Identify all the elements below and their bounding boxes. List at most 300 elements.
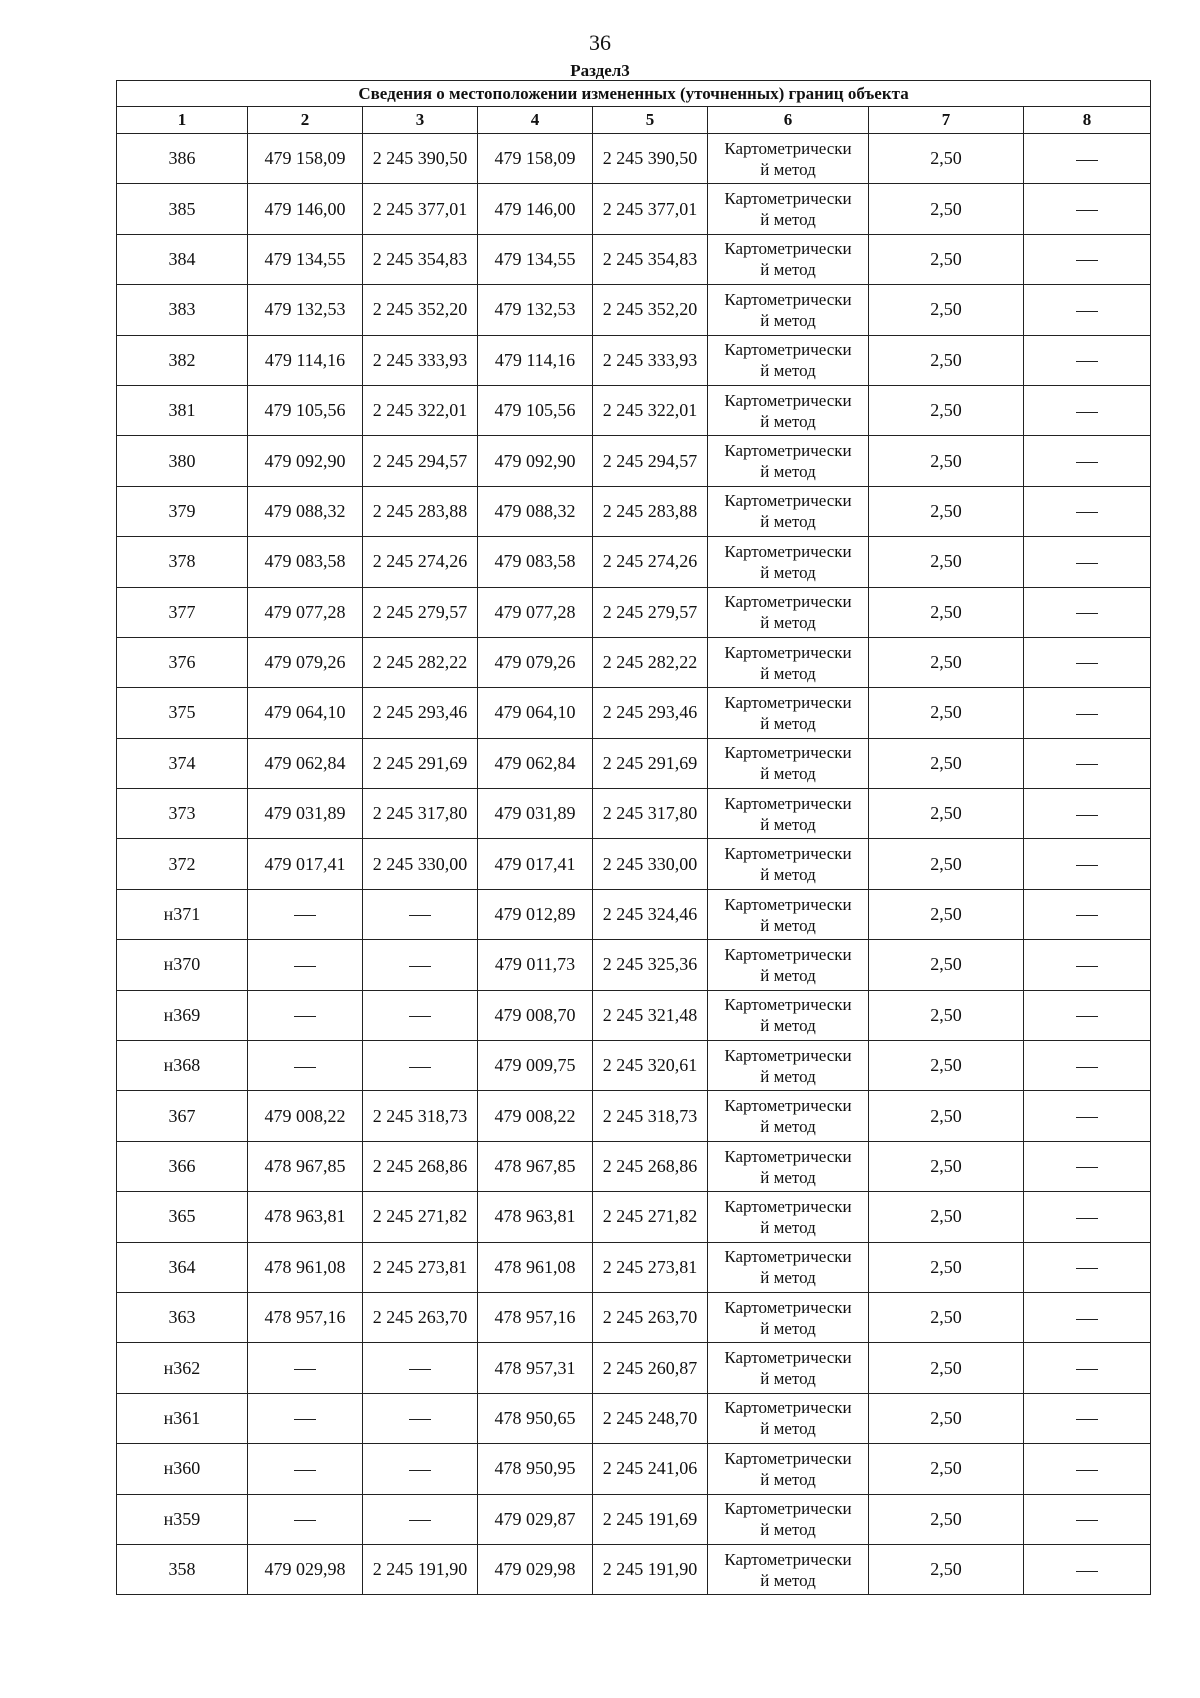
dash-mark (1076, 1419, 1098, 1420)
x-old-cell: 479 083,58 (248, 537, 363, 587)
method-line-2: й метод (760, 361, 816, 381)
method-line-2: й метод (760, 814, 816, 834)
method-line-2: й метод (760, 663, 816, 683)
method-line-1: Картометрически (724, 491, 852, 511)
method-line-1: Картометрически (724, 441, 852, 461)
column-number: 5 (593, 107, 708, 134)
dash-mark (409, 1016, 431, 1017)
column-number: 6 (708, 107, 869, 134)
x-new-cell: 479 008,70 (478, 990, 593, 1040)
y-new-cell: 2 245 268,86 (593, 1141, 708, 1191)
dash-mark (1076, 1016, 1098, 1017)
method-cell (708, 637, 869, 687)
y-new-cell: 2 245 321,48 (593, 990, 708, 1040)
point-number: 379 (117, 486, 248, 536)
method-line-2: й метод (760, 1016, 816, 1036)
y-old-cell: 2 245 282,22 (363, 637, 478, 687)
dash-mark (1076, 1571, 1098, 1572)
x-old-cell: 479 134,55 (248, 234, 363, 284)
method-line-2: й метод (760, 1469, 816, 1489)
table-row (117, 537, 1151, 587)
method-cell (708, 537, 869, 587)
method-line-2: й метод (760, 1268, 816, 1288)
description-cell (1024, 990, 1151, 1040)
y-new-cell: 2 245 320,61 (593, 1041, 708, 1091)
point-number: 358 (117, 1544, 248, 1594)
table-row (117, 335, 1151, 385)
dash-mark (1076, 260, 1098, 261)
method-line-1: Картометрически (724, 138, 852, 158)
dash-mark (409, 1520, 431, 1521)
method-cell (708, 889, 869, 939)
dash-mark (294, 1470, 316, 1471)
table-row (117, 436, 1151, 486)
method-cell (708, 1544, 869, 1594)
description-cell (1024, 1494, 1151, 1544)
x-old-cell: 479 008,22 (248, 1091, 363, 1141)
y-new-cell: 2 245 354,83 (593, 234, 708, 284)
method-line-1: Картометрически (724, 592, 852, 612)
method-line-2: й метод (760, 512, 816, 532)
y-old-cell: 2 245 390,50 (363, 134, 478, 184)
precision-cell: 2,50 (869, 738, 1024, 788)
y-new-cell: 2 245 317,80 (593, 789, 708, 839)
table-row (117, 1444, 1151, 1494)
x-old-cell: 479 062,84 (248, 738, 363, 788)
method-cell (708, 285, 869, 335)
y-new-cell: 2 245 330,00 (593, 839, 708, 889)
method-cell (708, 1444, 869, 1494)
dash-mark (294, 1067, 316, 1068)
method-cell (708, 1292, 869, 1342)
method-cell (708, 134, 869, 184)
method-cell (708, 1091, 869, 1141)
precision-cell: 2,50 (869, 1444, 1024, 1494)
x-new-cell: 479 012,89 (478, 889, 593, 939)
x-new-cell: 479 009,75 (478, 1041, 593, 1091)
precision-cell: 2,50 (869, 385, 1024, 435)
precision-cell: 2,50 (869, 1494, 1024, 1544)
y-old-cell: 2 245 352,20 (363, 285, 478, 335)
column-number: 7 (869, 107, 1024, 134)
description-cell (1024, 637, 1151, 687)
coordinates-table (116, 80, 1151, 1595)
method-line-1: Картометрически (724, 1146, 852, 1166)
x-new-cell: 479 008,22 (478, 1091, 593, 1141)
method-cell (708, 184, 869, 234)
x-old-cell (248, 990, 363, 1040)
x-new-cell: 479 105,56 (478, 385, 593, 435)
table-row (117, 285, 1151, 335)
column-number: 3 (363, 107, 478, 134)
x-old-cell (248, 1041, 363, 1091)
dash-mark (294, 1419, 316, 1420)
description-cell (1024, 1444, 1151, 1494)
precision-cell: 2,50 (869, 436, 1024, 486)
y-old-cell: 2 245 191,90 (363, 1544, 478, 1594)
method-cell (708, 789, 869, 839)
description-cell (1024, 234, 1151, 284)
y-old-cell: 2 245 317,80 (363, 789, 478, 839)
method-line-1: Картометрически (724, 1196, 852, 1216)
description-cell (1024, 1242, 1151, 1292)
dash-mark (409, 1470, 431, 1471)
method-line-2: й метод (760, 411, 816, 431)
method-line-2: й метод (760, 1318, 816, 1338)
description-cell (1024, 335, 1151, 385)
method-line-2: й метод (760, 159, 816, 179)
description-cell (1024, 385, 1151, 435)
description-cell (1024, 889, 1151, 939)
method-line-1: Картометрически (724, 1549, 852, 1569)
point-number: 375 (117, 688, 248, 738)
dash-mark (1076, 1218, 1098, 1219)
precision-cell: 2,50 (869, 285, 1024, 335)
column-number: 8 (1024, 107, 1151, 134)
precision-cell: 2,50 (869, 234, 1024, 284)
table-caption: Сведения о местоположении измененных (уточненных) границ объекта (117, 81, 1151, 107)
method-line-1: Картометрически (724, 1398, 852, 1418)
precision-cell: 2,50 (869, 889, 1024, 939)
dash-mark (294, 915, 316, 916)
method-line-1: Картометрически (724, 1297, 852, 1317)
y-new-cell: 2 245 293,46 (593, 688, 708, 738)
x-old-cell (248, 1393, 363, 1443)
x-new-cell: 478 950,65 (478, 1393, 593, 1443)
precision-cell: 2,50 (869, 789, 1024, 839)
description-cell (1024, 1192, 1151, 1242)
dash-mark (294, 1520, 316, 1521)
method-line-1: Картометрически (724, 541, 852, 561)
table-row (117, 1343, 1151, 1393)
precision-cell: 2,50 (869, 1393, 1024, 1443)
y-new-cell: 2 245 390,50 (593, 134, 708, 184)
method-cell (708, 436, 869, 486)
y-old-cell: 2 245 273,81 (363, 1242, 478, 1292)
y-new-cell: 2 245 318,73 (593, 1091, 708, 1141)
method-line-1: Картометрически (724, 995, 852, 1015)
column-number: 2 (248, 107, 363, 134)
table-row (117, 1544, 1151, 1594)
method-line-1: Картометрически (724, 239, 852, 259)
dash-mark (1076, 1117, 1098, 1118)
point-number: 373 (117, 789, 248, 839)
y-new-cell: 2 245 283,88 (593, 486, 708, 536)
x-new-cell: 479 134,55 (478, 234, 593, 284)
page-number: 36 (589, 30, 611, 55)
y-new-cell: 2 245 352,20 (593, 285, 708, 335)
point-number: 378 (117, 537, 248, 587)
dash-mark (1076, 663, 1098, 664)
point-number: 382 (117, 335, 248, 385)
x-new-cell: 478 957,31 (478, 1343, 593, 1393)
precision-cell: 2,50 (869, 1192, 1024, 1242)
description-cell (1024, 436, 1151, 486)
dash-mark (1076, 764, 1098, 765)
method-line-1: Картометрически (724, 1247, 852, 1267)
dash-mark (1076, 210, 1098, 211)
method-line-1: Картометрически (724, 844, 852, 864)
point-number: 380 (117, 436, 248, 486)
point-number: н371 (117, 889, 248, 939)
precision-cell: 2,50 (869, 1091, 1024, 1141)
description-cell (1024, 587, 1151, 637)
x-new-cell: 479 114,16 (478, 335, 593, 385)
y-old-cell: 2 245 279,57 (363, 587, 478, 637)
dash-mark (1076, 815, 1098, 816)
method-line-1: Картометрически (724, 894, 852, 914)
point-number: н359 (117, 1494, 248, 1544)
y-old-cell (363, 990, 478, 1040)
x-new-cell: 478 961,08 (478, 1242, 593, 1292)
dash-mark (1076, 1520, 1098, 1521)
dash-mark (409, 915, 431, 916)
method-line-2: й метод (760, 1117, 816, 1137)
method-line-2: й метод (760, 865, 816, 885)
y-new-cell: 2 245 282,22 (593, 637, 708, 687)
method-line-2: й метод (760, 1167, 816, 1187)
point-number: н360 (117, 1444, 248, 1494)
x-old-cell: 479 017,41 (248, 839, 363, 889)
method-cell (708, 486, 869, 536)
precision-cell: 2,50 (869, 335, 1024, 385)
x-old-cell: 479 079,26 (248, 637, 363, 687)
y-old-cell (363, 940, 478, 990)
method-cell (708, 990, 869, 1040)
method-cell (708, 688, 869, 738)
method-cell (708, 839, 869, 889)
x-new-cell: 479 029,98 (478, 1544, 593, 1594)
method-line-2: й метод (760, 562, 816, 582)
y-old-cell: 2 245 291,69 (363, 738, 478, 788)
x-old-cell (248, 1343, 363, 1393)
point-number: н370 (117, 940, 248, 990)
dash-mark (1076, 512, 1098, 513)
description-cell (1024, 1343, 1151, 1393)
description-cell (1024, 537, 1151, 587)
method-line-2: й метод (760, 764, 816, 784)
x-new-cell: 479 088,32 (478, 486, 593, 536)
method-line-2: й метод (760, 462, 816, 482)
x-new-cell: 478 967,85 (478, 1141, 593, 1191)
method-cell (708, 587, 869, 637)
y-old-cell: 2 245 322,01 (363, 385, 478, 435)
precision-cell: 2,50 (869, 587, 1024, 637)
table-row (117, 184, 1151, 234)
x-new-cell: 479 158,09 (478, 134, 593, 184)
method-line-1: Картометрически (724, 1096, 852, 1116)
point-number: 367 (117, 1091, 248, 1141)
method-cell (708, 1242, 869, 1292)
y-old-cell (363, 1343, 478, 1393)
method-cell (708, 335, 869, 385)
x-old-cell: 479 088,32 (248, 486, 363, 536)
y-new-cell: 2 245 294,57 (593, 436, 708, 486)
x-new-cell: 479 077,28 (478, 587, 593, 637)
dash-mark (409, 966, 431, 967)
point-number: 383 (117, 285, 248, 335)
method-cell (708, 1041, 869, 1091)
precision-cell: 2,50 (869, 637, 1024, 687)
y-old-cell: 2 245 333,93 (363, 335, 478, 385)
method-line-1: Картометрически (724, 1045, 852, 1065)
dash-mark (409, 1067, 431, 1068)
table-row (117, 940, 1151, 990)
dash-mark (1076, 361, 1098, 362)
method-line-2: й метод (760, 210, 816, 230)
point-number: 385 (117, 184, 248, 234)
dash-mark (1076, 1369, 1098, 1370)
description-cell (1024, 285, 1151, 335)
table-row (117, 990, 1151, 1040)
x-old-cell: 479 077,28 (248, 587, 363, 637)
method-line-1: Картометрически (724, 390, 852, 410)
dash-mark (294, 1369, 316, 1370)
description-cell (1024, 1544, 1151, 1594)
y-old-cell (363, 1444, 478, 1494)
y-old-cell: 2 245 271,82 (363, 1192, 478, 1242)
dash-mark (1076, 966, 1098, 967)
method-cell (708, 1141, 869, 1191)
table-row (117, 839, 1151, 889)
table-body (117, 134, 1151, 1595)
point-number: 374 (117, 738, 248, 788)
method-line-1: Картометрически (724, 340, 852, 360)
method-line-2: й метод (760, 1217, 816, 1237)
method-line-2: й метод (760, 1520, 816, 1540)
dash-mark (294, 966, 316, 967)
point-number: н369 (117, 990, 248, 1040)
y-old-cell: 2 245 268,86 (363, 1141, 478, 1191)
dash-mark (1076, 714, 1098, 715)
y-old-cell (363, 1393, 478, 1443)
table-row (117, 1141, 1151, 1191)
y-new-cell: 2 245 271,82 (593, 1192, 708, 1242)
dash-mark (1076, 915, 1098, 916)
method-line-1: Картометрически (724, 793, 852, 813)
y-new-cell: 2 245 325,36 (593, 940, 708, 990)
point-number: 381 (117, 385, 248, 435)
dash-mark (294, 1016, 316, 1017)
y-old-cell: 2 245 354,83 (363, 234, 478, 284)
x-old-cell: 479 031,89 (248, 789, 363, 839)
method-line-1: Картометрически (724, 1348, 852, 1368)
description-cell (1024, 789, 1151, 839)
table-row (117, 1292, 1151, 1342)
y-new-cell: 2 245 241,06 (593, 1444, 708, 1494)
x-new-cell: 478 963,81 (478, 1192, 593, 1242)
description-cell (1024, 134, 1151, 184)
x-old-cell: 478 967,85 (248, 1141, 363, 1191)
table-row (117, 134, 1151, 184)
table-row (117, 234, 1151, 284)
description-cell (1024, 486, 1151, 536)
point-number: 377 (117, 587, 248, 637)
x-old-cell: 479 158,09 (248, 134, 363, 184)
table-row (117, 1494, 1151, 1544)
y-new-cell: 2 245 191,69 (593, 1494, 708, 1544)
method-line-1: Картометрически (724, 944, 852, 964)
y-new-cell: 2 245 273,81 (593, 1242, 708, 1292)
method-line-2: й метод (760, 1570, 816, 1590)
column-number: 4 (478, 107, 593, 134)
y-new-cell: 2 245 322,01 (593, 385, 708, 435)
dash-mark (1076, 1067, 1098, 1068)
section-title: Раздел3 (570, 61, 630, 80)
y-old-cell: 2 245 263,70 (363, 1292, 478, 1342)
method-cell (708, 385, 869, 435)
description-cell (1024, 688, 1151, 738)
y-new-cell: 2 245 377,01 (593, 184, 708, 234)
x-old-cell: 479 064,10 (248, 688, 363, 738)
x-new-cell: 478 957,16 (478, 1292, 593, 1342)
table-row (117, 1242, 1151, 1292)
precision-cell: 2,50 (869, 486, 1024, 536)
x-new-cell: 479 146,00 (478, 184, 593, 234)
x-old-cell: 479 114,16 (248, 335, 363, 385)
method-line-1: Картометрически (724, 642, 852, 662)
method-cell (708, 234, 869, 284)
point-number: 376 (117, 637, 248, 687)
description-cell (1024, 184, 1151, 234)
dash-mark (1076, 563, 1098, 564)
method-line-2: й метод (760, 965, 816, 985)
y-new-cell: 2 245 191,90 (593, 1544, 708, 1594)
method-cell (708, 1343, 869, 1393)
dash-mark (1076, 462, 1098, 463)
dash-mark (1076, 412, 1098, 413)
method-line-2: й метод (760, 1419, 816, 1439)
dash-mark (1076, 1167, 1098, 1168)
method-cell (708, 1393, 869, 1443)
dash-mark (1076, 160, 1098, 161)
dash-mark (1076, 613, 1098, 614)
dash-mark (409, 1419, 431, 1420)
y-old-cell: 2 245 377,01 (363, 184, 478, 234)
dash-mark (409, 1369, 431, 1370)
y-new-cell: 2 245 260,87 (593, 1343, 708, 1393)
method-line-2: й метод (760, 1369, 816, 1389)
point-number: 384 (117, 234, 248, 284)
x-new-cell: 479 079,26 (478, 637, 593, 687)
description-cell (1024, 1292, 1151, 1342)
x-old-cell: 479 105,56 (248, 385, 363, 435)
y-old-cell: 2 245 274,26 (363, 537, 478, 587)
precision-cell: 2,50 (869, 1141, 1024, 1191)
table-row (117, 1091, 1151, 1141)
table-row (117, 587, 1151, 637)
method-cell (708, 940, 869, 990)
point-number: н362 (117, 1343, 248, 1393)
y-old-cell: 2 245 293,46 (363, 688, 478, 738)
method-line-2: й метод (760, 310, 816, 330)
y-new-cell: 2 245 263,70 (593, 1292, 708, 1342)
dash-mark (1076, 1470, 1098, 1471)
precision-cell: 2,50 (869, 1292, 1024, 1342)
point-number: 386 (117, 134, 248, 184)
y-new-cell: 2 245 274,26 (593, 537, 708, 587)
y-old-cell (363, 889, 478, 939)
point-number: н368 (117, 1041, 248, 1091)
y-old-cell: 2 245 330,00 (363, 839, 478, 889)
table-row (117, 1192, 1151, 1242)
x-old-cell: 479 146,00 (248, 184, 363, 234)
precision-cell: 2,50 (869, 1242, 1024, 1292)
table-row (117, 1041, 1151, 1091)
point-number: 365 (117, 1192, 248, 1242)
point-number: 372 (117, 839, 248, 889)
method-line-1: Картометрически (724, 1448, 852, 1468)
